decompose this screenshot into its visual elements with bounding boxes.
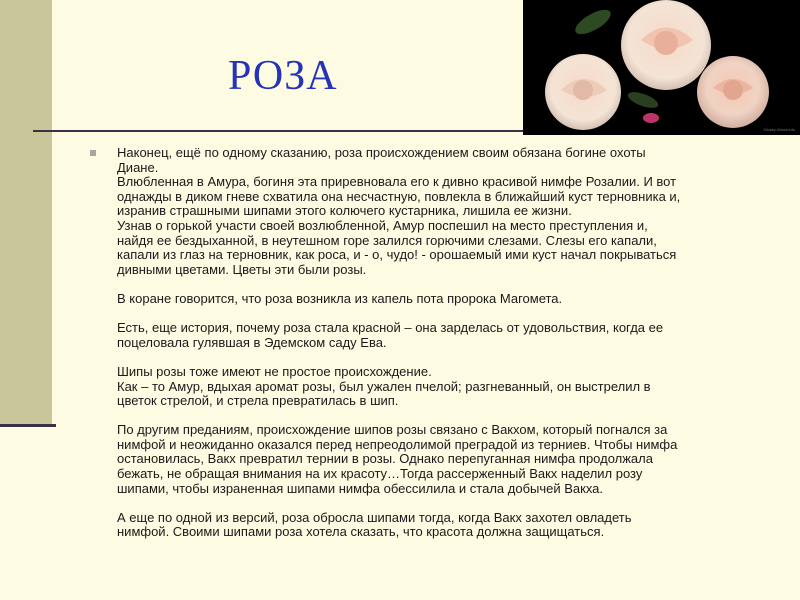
text-line: капали из глаз на терновник, как роса, и - о, чудо! - орошаемый ими куст начал покрываться [117,247,677,263]
paragraph-gap [117,277,757,292]
roses-photo [523,0,800,135]
text-line: В коране говорится, что роза возникла из капель пота пророка Магомета. [117,290,563,306]
text-line: цветок стрелой, и стрела превратилась в шип. [117,393,399,409]
decorative-side-line [0,424,56,427]
text-line: Наконец, ещё по одному сказанию, роза происхождением своим обязана богине охоты [117,145,646,160]
text-line: Диане. [117,159,159,175]
text-line: По другим преданиям, происхождение шипов розы связано с Вакхом, который погнался за [117,422,668,438]
text-line: поцеловала гулявшая в Эдемском саду Ева. [117,334,387,350]
slide-title: РОЗА [228,53,338,99]
text-line: Влюбленная в Амура, богиня эта приревновала его к дивно красивой нимфе Розалии. И вот [117,174,677,190]
text-line: Есть, еще история, почему роза стала красной – она зарделась от удовольствия, когда ее [117,320,664,336]
paragraph-gap [117,307,757,322]
bullet-marker [90,150,96,156]
text-line: остановилась, Вакх превратил тернии в розы. Однако перепуганная нимфа продолжала [117,451,653,467]
text-line: А еще по одной из версий, роза обросла шипами тогда, когда Вакх захотел овладеть [117,509,632,525]
paragraph-gap [117,409,757,424]
slide-body-text [117,146,757,540]
decorative-side-bar [0,0,52,424]
text-line: однажды в диком гневе схватила она несчастную, повлекла в ближайший куст терновника и, [117,188,681,204]
paragraph-gap [117,350,757,365]
text-line: найдя ее бездыханной, в неутешном горе залился горючими слезами. Слезы его капали, [117,232,657,248]
text-line: бежать, не обращая внимания на их красоту…Тогда рассерженный Вакх наделил розу [117,466,643,482]
text-line: Как – то Амур, вдыхая аромат розы, был ужален пчелой; разгневанный, он выстрелил в [117,378,651,394]
text-line: нимфой. Своими шипами роза хотела сказать, что красота должна защищаться. [117,524,605,540]
text-line: Узнав о горькой участи своей возлюбленной, Амур поспешил на место преступления и, [117,217,648,233]
paragraph-gap [117,496,757,511]
text-line: шипами, чтобы израненная шипами нимфа обессилила и стала добычей Вакха. [117,480,604,496]
text-line: Шипы розы тоже имеют не простое происхождение. [117,363,432,379]
text-line: изранив страшными шипами этого колючего кустарника, лишила ее жизни. [117,203,572,219]
title-divider [33,130,593,132]
text-line: нимфой и неожиданно оказался перед непреодолимой преградой из терниев. Чтобы нимфа [117,436,678,452]
image-watermark: Glossy-Wood.info [763,127,795,132]
text-line: дивными цветами. Цветы эти были розы. [117,261,367,277]
